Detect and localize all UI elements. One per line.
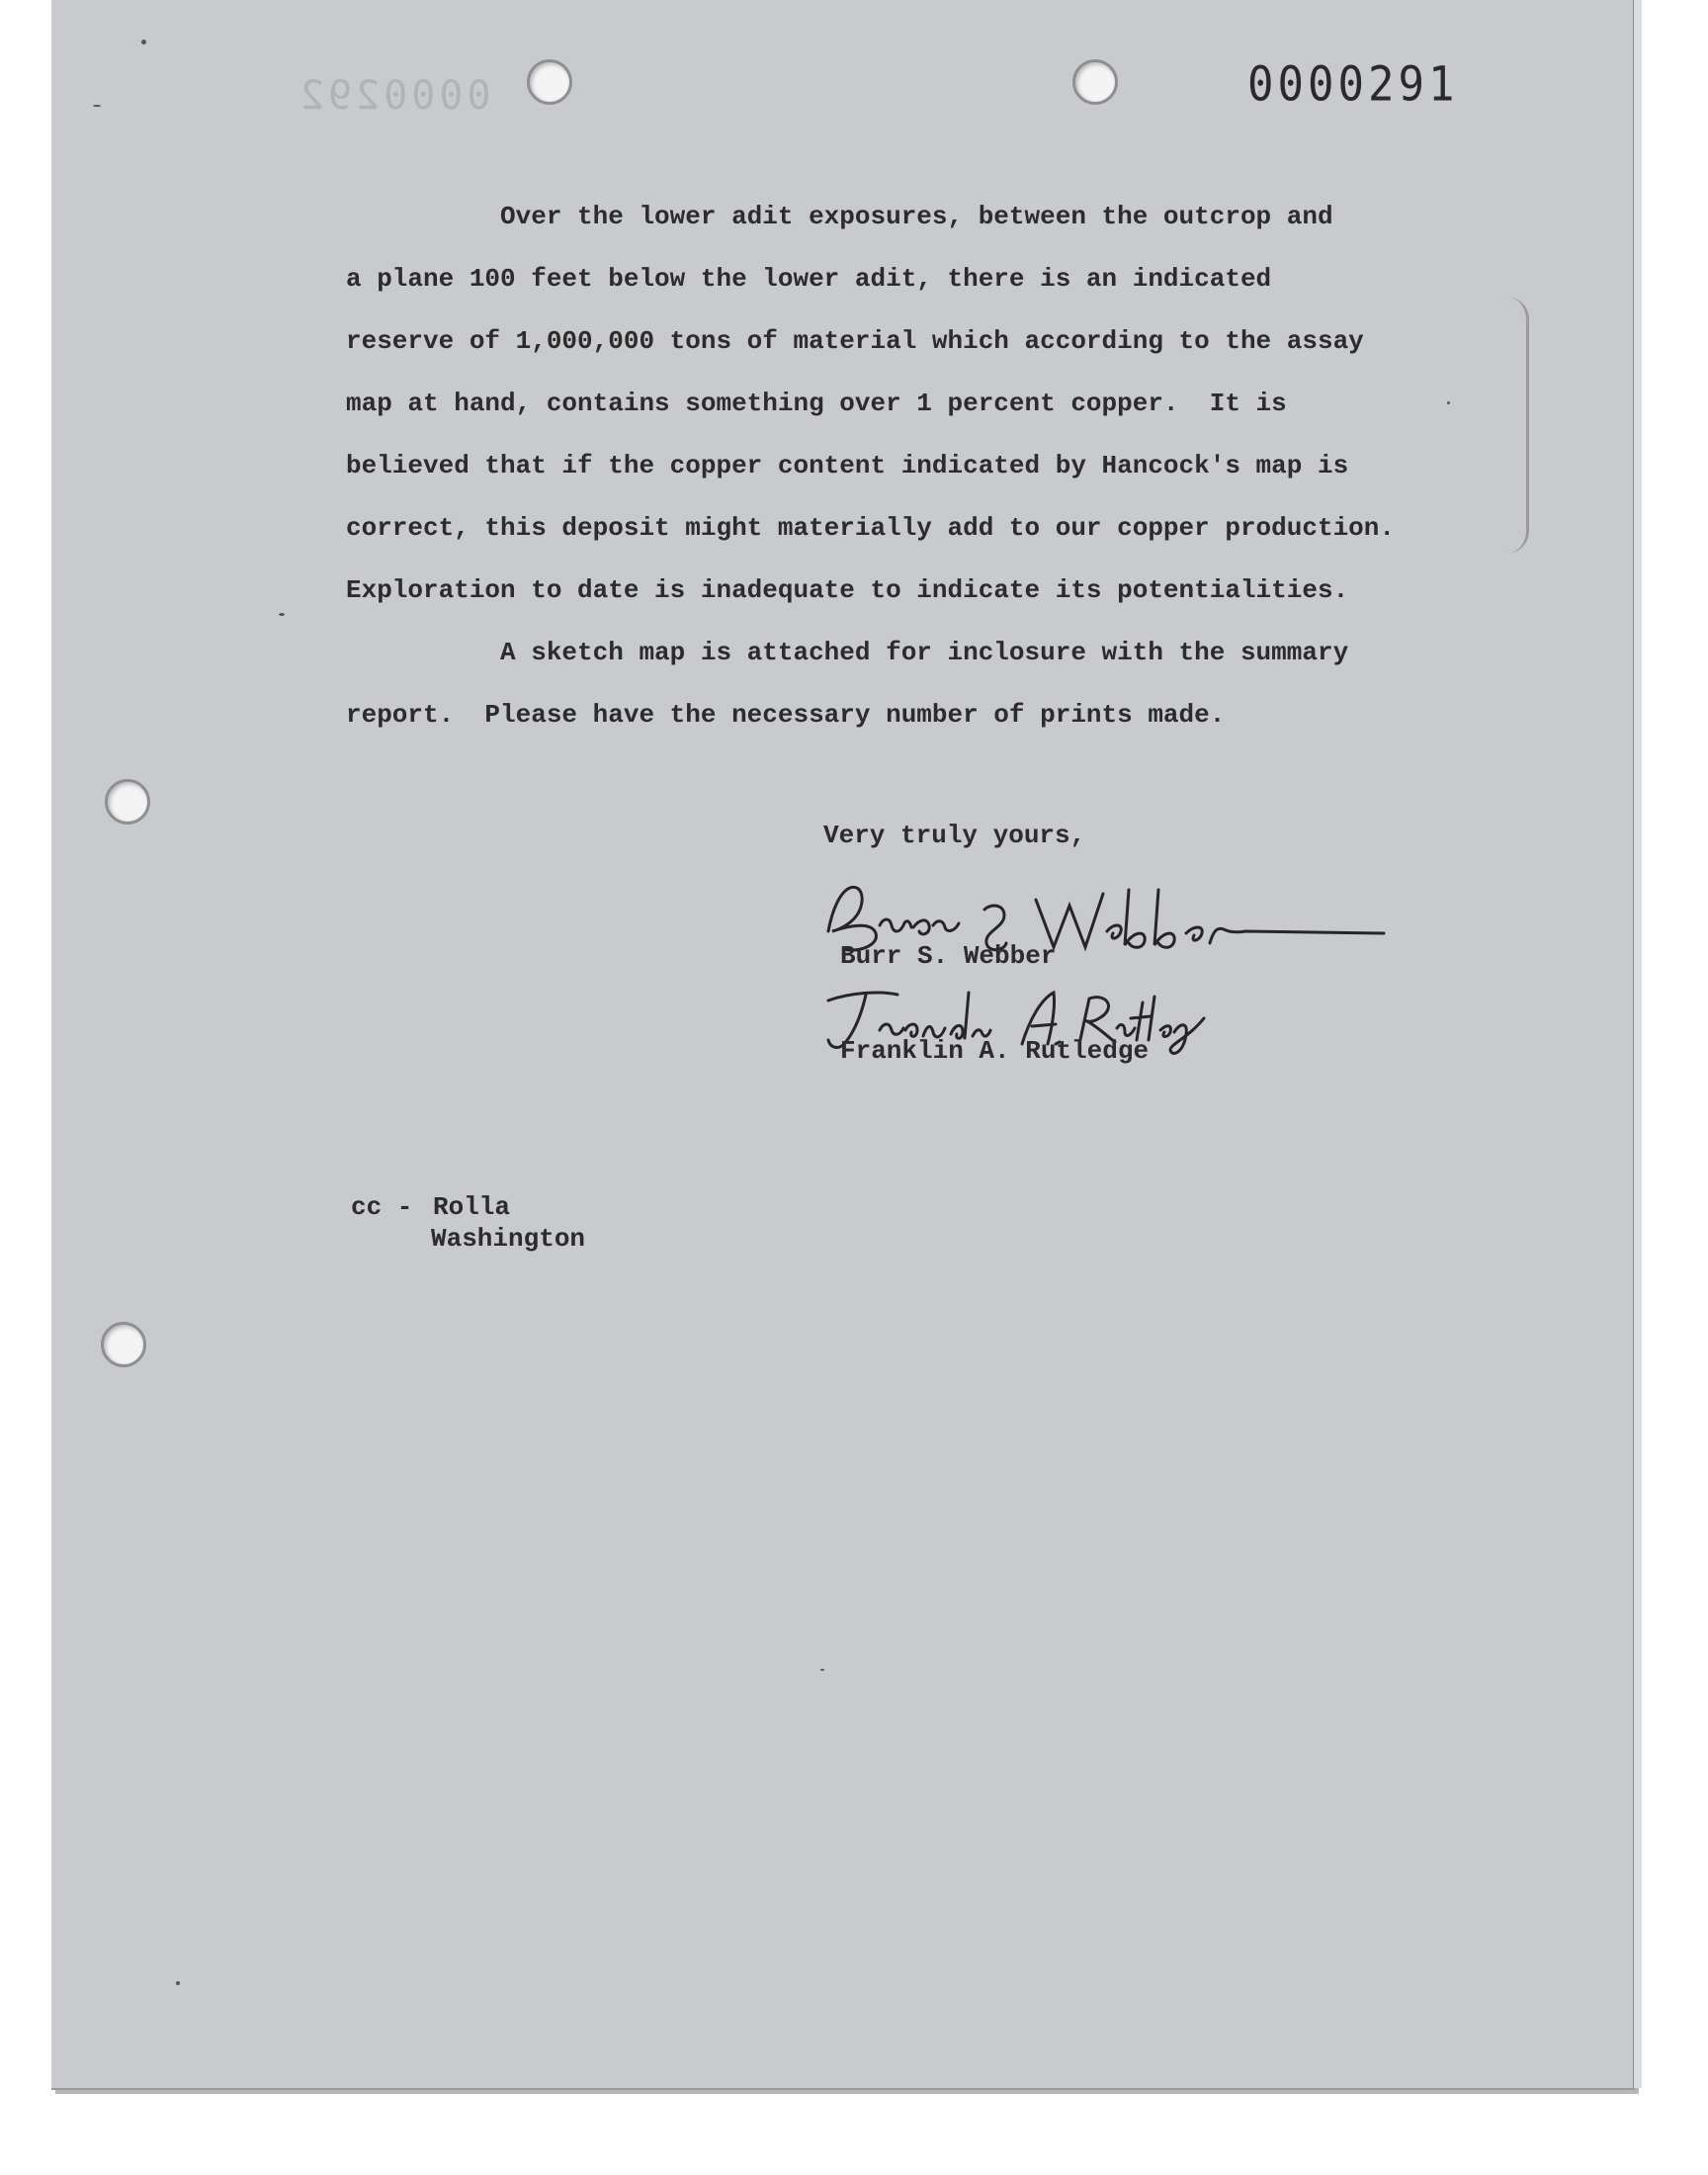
scan-speck bbox=[1447, 401, 1450, 404]
signer-name: Franklin A. Rutledge bbox=[840, 1036, 1150, 1066]
scan-speck bbox=[176, 1981, 180, 1985]
scan-speck bbox=[279, 613, 285, 616]
cc-recipient: Rolla bbox=[433, 1192, 511, 1222]
body-line: Exploration to date is inadequate to indicate its potentialities. bbox=[346, 575, 1349, 605]
document-number-stamp: 0000291 bbox=[1247, 56, 1459, 113]
punch-hole-top-right bbox=[1072, 59, 1118, 105]
signer-name: Burr S. Webber bbox=[840, 941, 1057, 971]
body-line: Over the lower adit exposures, between the outcrop and bbox=[346, 202, 1333, 231]
body-line: correct, this deposit might materially add to our copper production. bbox=[346, 513, 1395, 543]
body-line: A sketch map is attached for inclosure with the summary bbox=[346, 638, 1349, 667]
page-edge bbox=[1633, 0, 1642, 2088]
bleed-through-number: 0000292 bbox=[297, 73, 491, 119]
body-line: a plane 100 feet below the lower adit, there is an indicated bbox=[346, 264, 1272, 294]
scan-speck bbox=[820, 1669, 824, 1671]
body-line: reserve of 1,000,000 tons of material which according to the assay bbox=[346, 326, 1364, 356]
cc-recipient: Washington bbox=[431, 1224, 586, 1254]
scan-speck bbox=[93, 105, 101, 107]
closing-line: Very truly yours, bbox=[823, 821, 1086, 850]
scan-speck bbox=[141, 40, 146, 44]
punch-hole-side-upper bbox=[105, 779, 150, 825]
body-line: map at hand, contains something over 1 percent copper. It is bbox=[346, 389, 1287, 418]
cc-label: cc - bbox=[351, 1192, 413, 1222]
punch-hole-top-left bbox=[527, 59, 572, 105]
body-line: report. Please have the necessary number of prints made. bbox=[346, 700, 1226, 730]
punch-hole-side-lower bbox=[101, 1322, 146, 1367]
body-line: believed that if the copper content indicated by Hancock's map is bbox=[346, 451, 1349, 480]
margin-bracket-mark bbox=[1506, 297, 1529, 554]
